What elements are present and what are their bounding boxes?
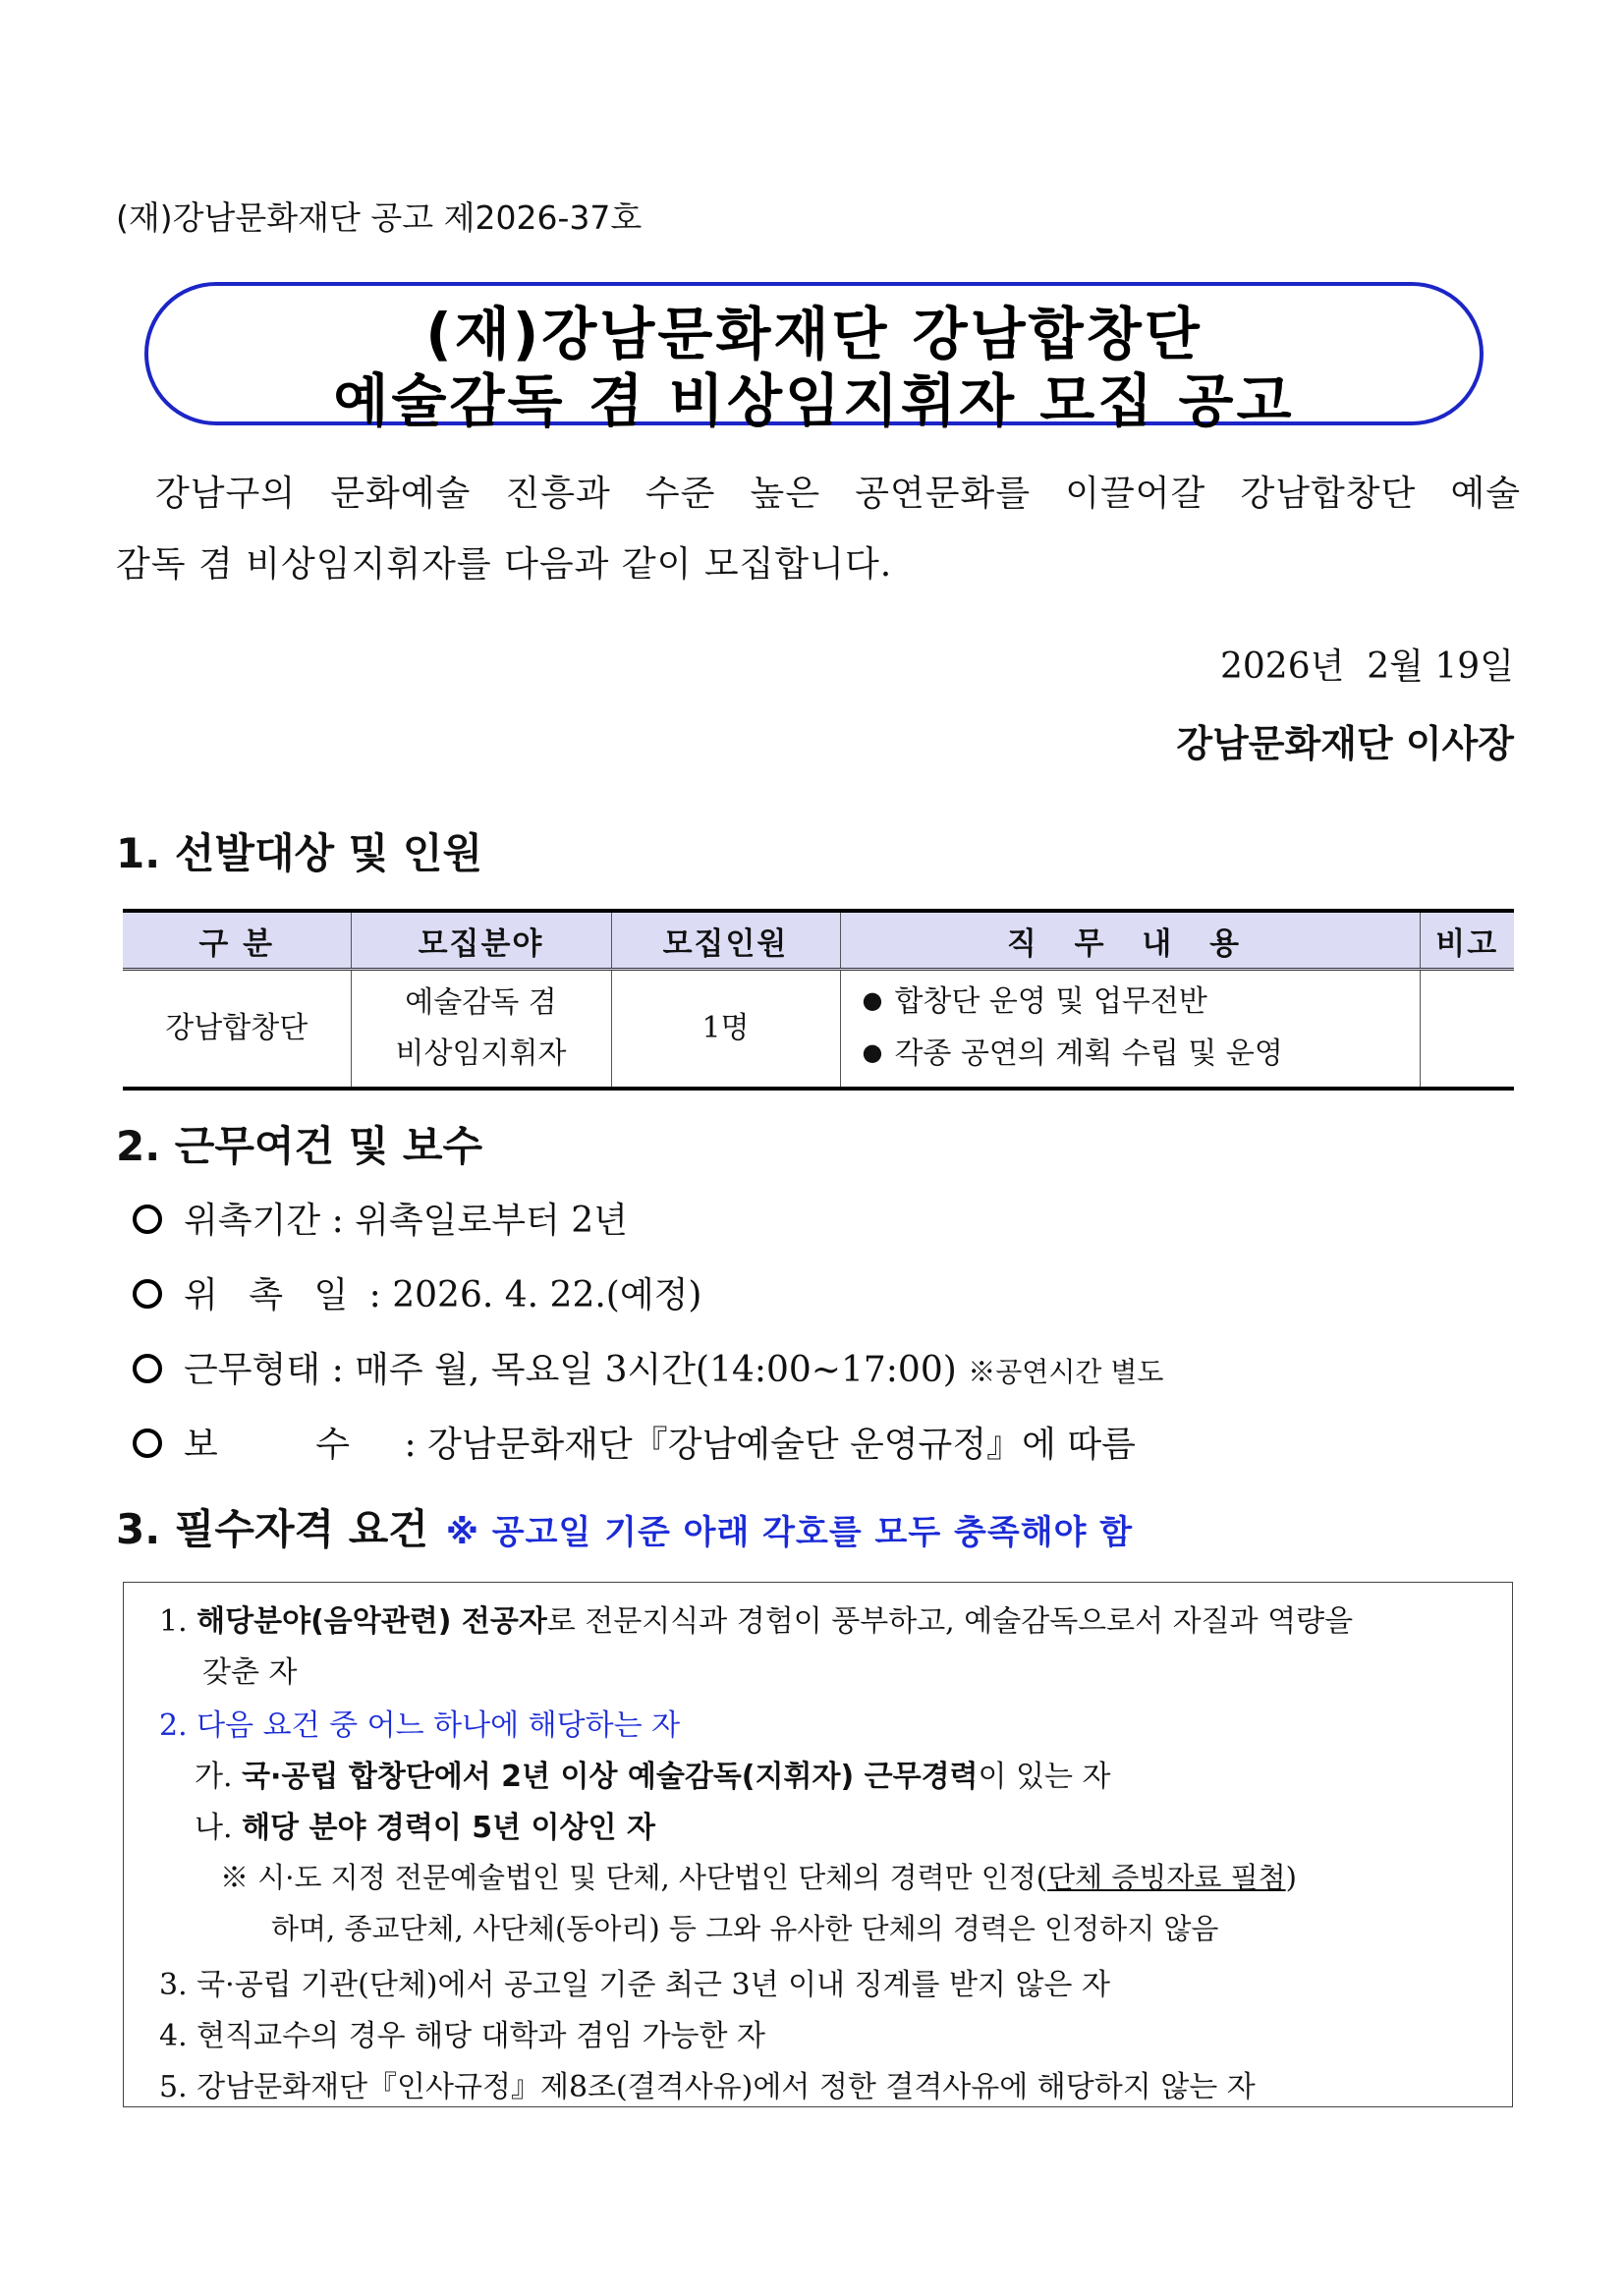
title-line-2: 예술감독 겸 비상임지휘자 모집 공고 (333, 367, 1295, 434)
requirement-1-bold: 해당분야(음악관련) 전공자 (196, 1604, 547, 1639)
condition-value: : 매주 월, 목요일 3시간(14:00~17:00) (331, 1350, 957, 1390)
condition-value: : 위촉일로부터 2년 (331, 1201, 628, 1241)
note-1-text: ※ 시·도 지정 전문예술법인 및 단체, 사단법인 단체의 경력만 인정( (220, 1861, 1048, 1894)
note-1-end: ) (1285, 1861, 1297, 1894)
requirement-2b-note-2: 하며, 종교단체, 사단체(동아리) 등 그와 유사한 단체의 경력은 인정하지 않음 (271, 1912, 1219, 1945)
notice-date: 2026년 2월 19일 (1220, 646, 1514, 687)
condition-label: 보 수 (184, 1425, 393, 1465)
condition-term (133, 1193, 628, 1243)
issuer: 강남문화재단 이사장 (1176, 722, 1514, 765)
requirement-3-text: 국·공립 기관(단체)에서 공고일 기준 최근 3년 이내 징계를 받지 않은 자 (196, 1968, 1111, 2002)
intro-line-1: 강남구의 문화예술 진흥과 수준 높은 공연문화를 이끌어갈 강남합창단 예술 (155, 474, 1521, 514)
selection-table (123, 909, 1514, 1091)
requirement-1: 1. 해당분야(음악관련) 전공자로 전문지식과 경험이 풍부하고, 예술감독으로서 자질과 역량을 (159, 1604, 1354, 1639)
col-duties: 직 무 내 용 (840, 911, 1420, 970)
cell-division: 강남합창단 (123, 970, 351, 1090)
condition-value: : 강남문화재단『강남예술단 운영규정』에 따름 (404, 1425, 1136, 1465)
field-line-1: 예술감독 겸 (405, 985, 557, 1020)
requirement-2-text: 다음 요건 중 어느 하나에 해당하는 자 (196, 1708, 681, 1743)
notice-number: (재)강남문화재단 공고 제2026-37호 (116, 198, 643, 237)
cell-remark (1420, 970, 1514, 1090)
requirement-2b-bold: 해당 분야 경력이 5년 이상인 자 (242, 1811, 655, 1845)
condition-work-type (133, 1342, 1163, 1392)
requirement-2a: 가. 국·공립 합창단에서 2년 이상 예술감독(지휘자) 근무경력이 있는 자 (195, 1760, 1111, 1794)
requirements-box (123, 1582, 1513, 2107)
title-box (144, 282, 1484, 434)
cell-duties (840, 970, 1420, 1090)
condition-value: : 2026. 4. 22.(예정) (368, 1275, 702, 1316)
circle-bullet-icon (133, 1279, 162, 1309)
col-count: 모집인원 (611, 911, 840, 970)
cell-count: 1명 (611, 970, 840, 1090)
section-3-heading (116, 1497, 1133, 1556)
section-1-heading: 1. 선발대상 및 인원 (116, 829, 483, 877)
col-remark: 비고 (1420, 911, 1514, 970)
section-3-title: 3. 필수자격 요건 (116, 1505, 428, 1553)
condition-pay (133, 1417, 1136, 1467)
section-3-note: ※ 공고일 기준 아래 각호를 모두 충족해야 함 (445, 1513, 1134, 1552)
title-line-1: (재)강남문화재단 강남합창단 (425, 301, 1203, 367)
duty-2: 각종 공연의 계획 수립 및 운영 (894, 1036, 1283, 1071)
requirement-2b: 나. 해당 분야 경력이 5년 이상인 자 (195, 1811, 655, 1845)
section-2-heading: 2. 근무여건 및 보수 (116, 1122, 483, 1170)
requirement-1-rest: 로 전문지식과 경험이 풍부하고, 예술감독으로서 자질과 역량을 (546, 1604, 1354, 1639)
requirement-2: 2. 다음 요건 중 어느 하나에 해당하는 자 (159, 1708, 681, 1743)
field-line-2: 비상임지휘자 (395, 1036, 567, 1071)
circle-bullet-icon (133, 1204, 162, 1234)
requirement-2a-bold: 국·공립 합창단에서 2년 이상 예술감독(지휘자) 근무경력 (242, 1760, 979, 1794)
circle-bullet-icon (133, 1428, 162, 1458)
requirement-1-cont: 갖춘 자 (202, 1655, 298, 1690)
bullet-icon: ● (862, 986, 883, 1014)
note-1-underlined: 단체 증빙자료 필첨 (1047, 1861, 1286, 1894)
duty-1: 합창단 운영 및 업무전반 (894, 984, 1207, 1019)
cell-field (351, 970, 611, 1090)
bullet-icon: ● (862, 1038, 883, 1066)
table-row (123, 970, 1514, 1090)
intro-line-2: 감독 겸 비상임지휘자를 다음과 같이 모집합니다. (116, 544, 893, 585)
condition-note: ※공연시간 별도 (968, 1356, 1164, 1388)
requirement-2b-note-1 (220, 1856, 1297, 1896)
requirement-5-text: 강남문화재단『인사규정』제8조(결격사유)에서 정한 결격사유에 해당하지 않는 자 (196, 2070, 1256, 2104)
table-header-row (123, 911, 1514, 970)
requirement-3: 3. 국·공립 기관(단체)에서 공고일 기준 최근 3년 이내 징계를 받지 않은 자 (159, 1968, 1111, 2002)
col-division: 구 분 (123, 911, 351, 970)
requirement-5: 5. 강남문화재단『인사규정』제8조(결격사유)에서 정한 결격사유에 해당하지 않는 자 (159, 2070, 1256, 2104)
circle-bullet-icon (133, 1354, 162, 1383)
condition-start-date (133, 1267, 701, 1317)
requirement-4: 4. 현직교수의 경우 해당 대학과 겸임 가능한 자 (159, 2019, 766, 2053)
condition-label: 근무형태 (184, 1350, 321, 1390)
requirement-2a-rest: 이 있는 자 (978, 1760, 1111, 1794)
condition-label: 위촉기간 (184, 1201, 321, 1241)
condition-label: 위 촉 일 (184, 1275, 359, 1316)
requirement-4-text: 현직교수의 경우 해당 대학과 겸임 가능한 자 (196, 2019, 766, 2053)
col-field: 모집분야 (351, 911, 611, 970)
